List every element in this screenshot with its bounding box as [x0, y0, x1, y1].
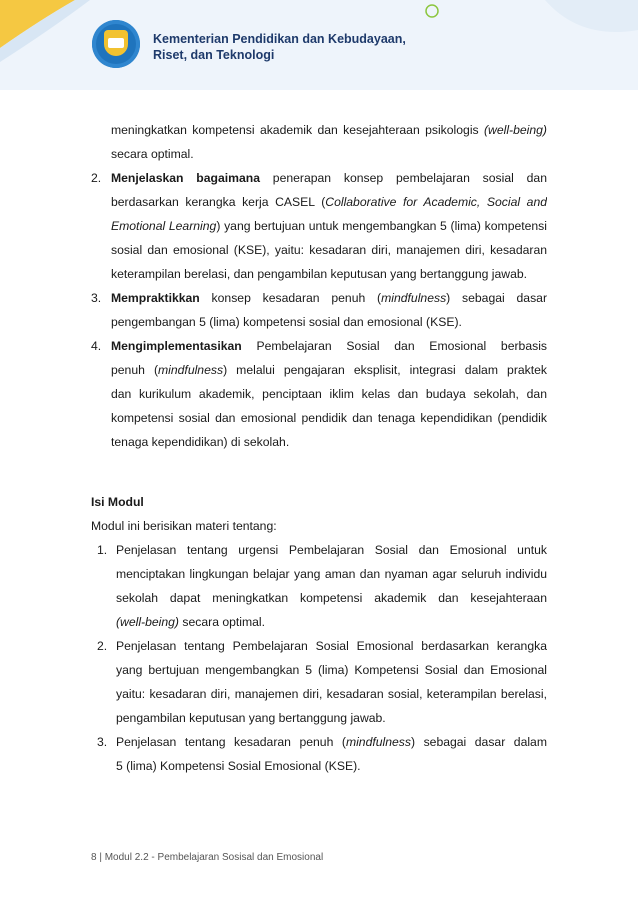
list1-item2-number: 2. — [91, 171, 102, 185]
list1-item2-line2: berdasarkan kerangka kerja CASEL (Collaborative for Academic, Social and — [111, 195, 547, 209]
page-header — [0, 0, 638, 90]
list2-item3-line2: 5 (lima) Kompetensi Sosial Emosional (KSE). — [116, 759, 361, 773]
list1-item3-line2: pengembangan 5 (lima) kompetensi sosial dan emosional (KSE). — [111, 315, 462, 329]
list2-item2-line4: pengambilan keputusan yang bertanggung jawab. — [116, 711, 386, 725]
list1-item3-number: 3. — [91, 291, 102, 305]
list2-item2-line3: yaitu: kesadaran diri, manajemen diri, kesadaran sosial, keterampilan berelasi, — [116, 687, 547, 701]
list2-item3-number: 3. — [97, 735, 108, 749]
list1-item3-line1: Mempraktikkan konsep kesadaran penuh (mindfulness) sebagai dasar — [111, 291, 547, 305]
list1-item2-line1: Menjelaskan bagaimana penerapan konsep pembelajaran sosial dan — [111, 171, 547, 185]
list2-item1-line4: (well-being) secara optimal. — [116, 615, 266, 629]
list1-item1-line1: meningkatkan kompetensi akademik dan kesejahteraan psikologis (well-being) — [111, 123, 547, 137]
list2-item1-line3: sekolah dapat meningkatkan kompetensi akademik dan kesejahteraan — [116, 591, 547, 605]
list1-item4-line4: kompetensi sosial dan emosional pendidik dan tenaga kependidikan (pendidik — [111, 411, 547, 425]
list2-item3-line1: Penjelasan tentang kesadaran penuh (mindfulness) sebagai dasar dalam — [116, 735, 547, 749]
list2-item1-line2: menciptakan lingkungan belajar yang aman dan nyaman agar seluruh individu — [116, 567, 547, 581]
list1-item2-line3: Emotional Learning) yang bertujuan untuk mengembangkan 5 (lima) kompetensi — [111, 219, 547, 233]
section-title: Isi Modul — [91, 495, 144, 509]
list1-item4-number: 4. — [91, 339, 102, 353]
list1-item4-line5: tenaga kependidikan) di sekolah. — [111, 435, 290, 449]
list2-item1-number: 1. — [97, 543, 108, 557]
list1-item4-line2: penuh (mindfulness) melalui pengajaran eksplisit, integrasi dalam praktek — [111, 363, 547, 377]
list2-item2-line1: Penjelasan tentang Pembelajaran Sosial Emosional berdasarkan kerangka — [116, 639, 547, 653]
list2-item2-number: 2. — [97, 639, 108, 653]
list1-item4-line3: dan kurikulum akademik, penciptaan iklim kelas dan budaya sekolah, dan — [111, 387, 547, 401]
list2-item2-line2: yang bertujuan mengembangkan 5 (lima) Kompetensi Sosial dan Emosional — [116, 663, 547, 677]
ministry-logo — [92, 20, 140, 68]
section-intro: Modul ini berisikan materi tentang: — [91, 519, 277, 533]
list1-item1-line2: secara optimal. — [111, 147, 194, 161]
page-footer: 8 | Modul 2.2 - Pembelajaran Sosisal dan Emosional — [91, 852, 324, 863]
list1-item2-line5: keterampilan berelasi, dan pengambilan keputusan yang bertanggung jawab. — [111, 267, 528, 281]
ministry-name: Kementerian Pendidikan dan Kebudayaan, Riset, dan Teknologi — [153, 32, 406, 62]
list1-item4-line1: Mengimplementasikan Pembelajaran Sosial dan Emosional berbasis — [111, 339, 547, 353]
list2-item1-line1: Penjelasan tentang urgensi Pembelajaran Sosial dan Emosional untuk — [116, 543, 547, 557]
list1-item2-line4: sosial dan emosional (KSE), yaitu: kesadaran diri, manajemen diri, kesadaran — [111, 243, 547, 257]
